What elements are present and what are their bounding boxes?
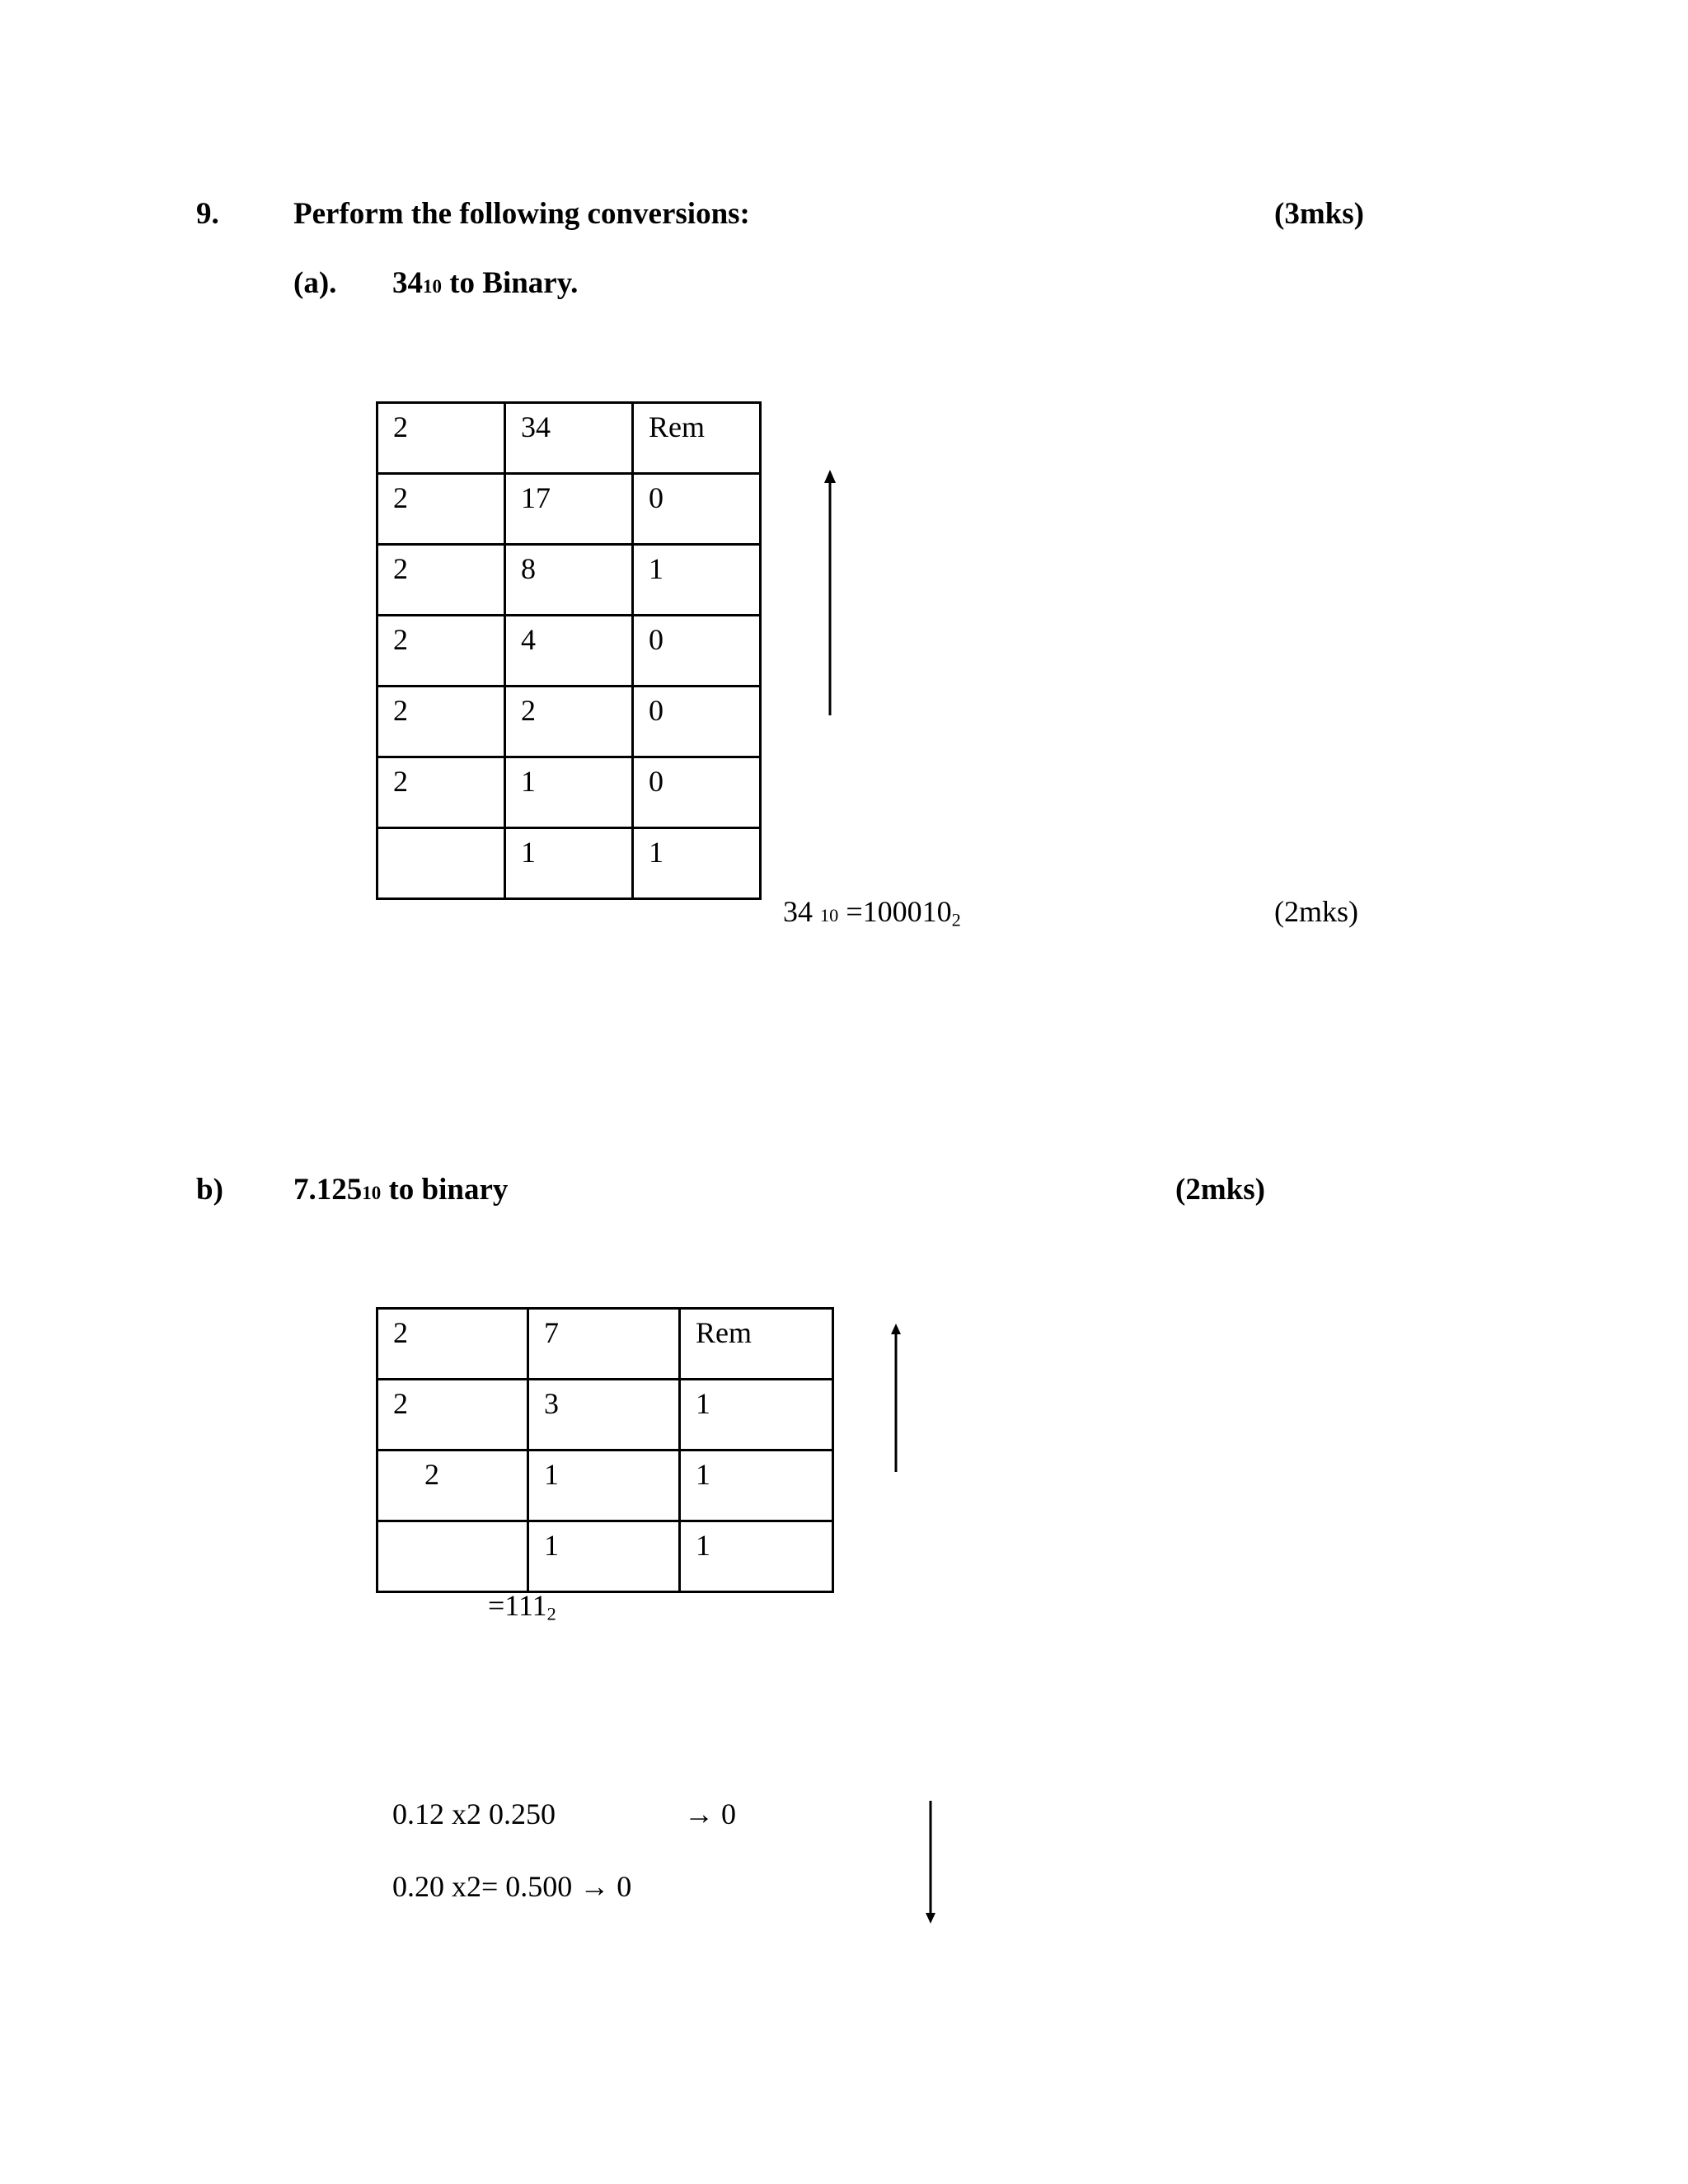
table-cell: 2 — [377, 1309, 528, 1380]
table-cell: 34 — [505, 403, 633, 474]
table-row — [377, 474, 761, 545]
fraction-step-1-result: → 0 — [684, 1797, 736, 1830]
part-b-label: b) — [196, 1173, 223, 1207]
part-b-marks: (2mks) — [1175, 1173, 1265, 1207]
table-cell — [377, 828, 505, 899]
table-cell: 7 — [528, 1309, 680, 1380]
table-cell: 1 — [680, 1380, 833, 1451]
fraction-step-2: 0.20 x2= 0.500 → 0 — [392, 1870, 632, 1903]
part-a-result: 34 $10 =100010_2$ — [783, 895, 961, 930]
table-cell: 2 — [377, 757, 505, 828]
table-cell: 0 — [633, 687, 761, 757]
table-cell: 2 — [377, 403, 505, 474]
table-cell: 0 — [633, 474, 761, 545]
table-cell: 3 — [528, 1380, 680, 1451]
table-cell: 0 — [633, 757, 761, 828]
table-cell: 1 — [505, 757, 633, 828]
table-cell: 1 — [680, 1521, 833, 1592]
table-row — [377, 1380, 833, 1451]
table-cell: 1 — [505, 828, 633, 899]
part-a-label: (a). — [293, 266, 337, 300]
table-row — [377, 1521, 833, 1592]
table-cell: 2 — [377, 474, 505, 545]
table-cell: 2 — [377, 545, 505, 616]
fraction-step-1: 0.12 x2 0.250 — [392, 1797, 556, 1830]
table-row — [377, 687, 761, 757]
table-cell: 2 — [377, 687, 505, 757]
question-title: Perform the following conversions: — [293, 197, 750, 231]
arrow-up-icon — [821, 470, 839, 717]
table-cell: 0 — [633, 616, 761, 687]
table-cell: 4 — [505, 616, 633, 687]
table-cell: 1 — [633, 545, 761, 616]
table-cell: 17 — [505, 474, 633, 545]
table-cell — [377, 1521, 528, 1592]
question-marks: (3mks) — [1274, 197, 1364, 231]
arrow-down-icon — [921, 1801, 940, 1924]
table-cell: 2 — [377, 1380, 528, 1451]
part-a-division-table — [376, 401, 762, 900]
part-a-marks: (2mks) — [1274, 895, 1358, 928]
table-cell: 1 — [633, 828, 761, 899]
table-row — [377, 757, 761, 828]
part-b-prompt: 7.12510 to binary — [293, 1173, 509, 1207]
table-cell: 2 — [377, 616, 505, 687]
table-cell: Rem — [680, 1309, 833, 1380]
table-cell: 8 — [505, 545, 633, 616]
table-row — [377, 1451, 833, 1521]
question-number: 9. — [196, 197, 219, 231]
table-cell: 2 — [505, 687, 633, 757]
table-cell: 1 — [528, 1451, 680, 1521]
table-row — [377, 616, 761, 687]
part-a-prompt: 3410 to Binary. — [392, 266, 579, 300]
table-row — [377, 403, 761, 474]
table-row — [377, 828, 761, 899]
table-cell: Rem — [633, 403, 761, 474]
arrow-up-icon — [887, 1324, 905, 1474]
part-b-integer-result: $=111_2$ — [488, 1589, 556, 1624]
part-b-division-table — [376, 1307, 834, 1593]
table-row — [377, 1309, 833, 1380]
table-cell: 2 — [377, 1451, 528, 1521]
table-cell: 1 — [680, 1451, 833, 1521]
table-cell: 1 — [528, 1521, 680, 1592]
table-row — [377, 545, 761, 616]
